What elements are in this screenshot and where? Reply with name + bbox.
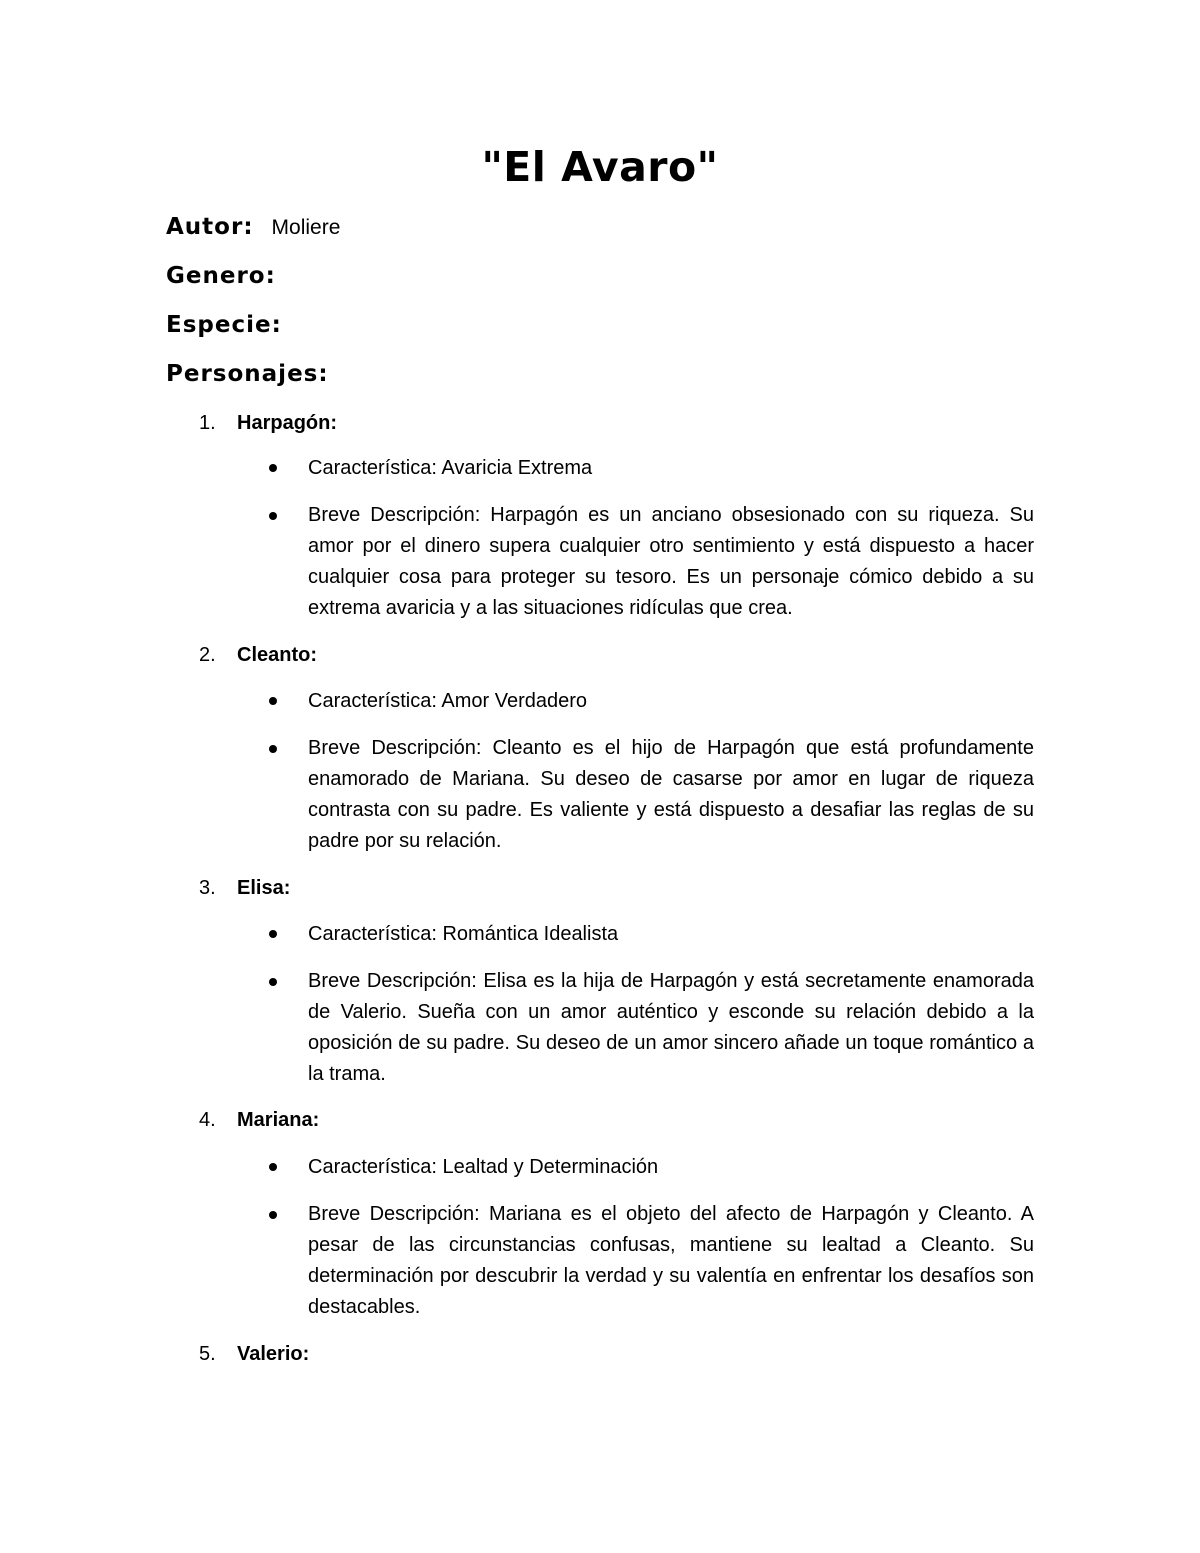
list-number: 4.	[199, 1109, 216, 1131]
document-title: "El Avaro"	[481, 143, 719, 191]
character-name: Valerio:	[237, 1343, 310, 1365]
bullet-icon	[269, 512, 277, 520]
character-name: Cleanto:	[237, 644, 317, 666]
character-name: Harpagón:	[237, 412, 337, 434]
species-label: Especie:	[166, 312, 282, 338]
list-number: 5.	[199, 1343, 216, 1365]
character-trait: Característica: Avaricia Extrema	[308, 457, 593, 479]
bullet-icon	[269, 1163, 277, 1171]
species-row	[166, 309, 282, 340]
list-number: 2.	[199, 644, 216, 666]
genre-row	[166, 260, 276, 291]
characters-heading: Personajes:	[166, 361, 329, 387]
character-description: Breve Descripción: Elisa es la hija de Harpagón y está secretamente enamorada de Valerio. Sueña con un amor auténtico y esconde su relación debido a la oposición de su padre. Su deseo de un amor sincero añade un toque romántico a la trama.	[308, 970, 1034, 1085]
character-description: Breve Descripción: Mariana es el objeto del afecto de Harpagón y Cleanto. A pesar de las circunstancias confusas, mantiene su lealtad a Cleanto. Su determinación por descubrir la verdad y su valentía en enfrentar los desafíos son destacables.	[308, 1203, 1034, 1318]
character-trait: Característica: Romántica Idealista	[308, 923, 619, 945]
bullet-icon	[269, 1211, 277, 1219]
bullet-icon	[269, 697, 277, 705]
characters-heading-row	[166, 358, 329, 389]
bullet-icon	[269, 745, 277, 753]
list-number: 3.	[199, 877, 216, 899]
genre-label: Genero:	[166, 263, 276, 289]
list-number: 1.	[199, 412, 216, 434]
bullet-icon	[269, 930, 277, 938]
character-trait: Característica: Amor Verdadero	[308, 690, 588, 712]
bullet-icon	[269, 464, 277, 472]
character-name: Mariana:	[237, 1109, 320, 1131]
author-label: Autor:	[166, 214, 254, 240]
character-name: Elisa:	[237, 877, 291, 899]
character-description: Breve Descripción: Harpagón es un anciano obsesionado con su riqueza. Su amor por el dinero supera cualquier otro sentimiento y está dispuesto a hacer cualquier cosa para proteger su tesoro. Es un personaje cómico debido a su extrema avaricia y a las situaciones ridículas que crea.	[308, 504, 1034, 619]
author-row	[166, 211, 340, 243]
author-value: Moliere	[271, 216, 341, 239]
character-description: Breve Descripción: Cleanto es el hijo de Harpagón que está profundamente enamorado de Mariana. Su deseo de casarse por amor en lugar de riqueza contrasta con su padre. Es valiente y está dispuesto a desafiar las reglas de su padre por su relación.	[308, 737, 1034, 852]
character-trait: Característica: Lealtad y Determinación	[308, 1156, 659, 1178]
bullet-icon	[269, 978, 277, 986]
